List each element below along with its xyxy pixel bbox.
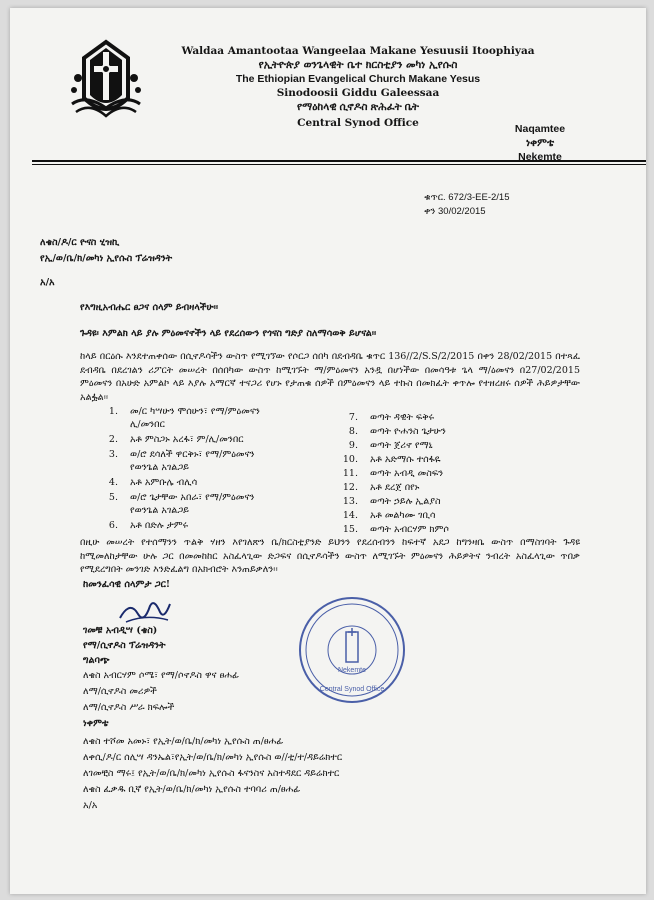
cc-item: ለቀሲ/ዶ/ር ሰሊሣ ዳንኤል፣የኢት/ወ/ቤ/ክ/መካነ ኢየሱስ ወ//ቲ/ተ/ዳይሬክተር [83,752,343,763]
signatory-name: ገመቹ አብዲሣ (ቄስ) [83,625,158,636]
cc-sub-label: ነቀምቴ [83,718,109,729]
list-item: ሊ/መንበር [130,419,165,430]
list-item: 15. ወጣት አብርሃም ክምሶ [342,524,449,535]
list-item: 6. አቶ በድሉ ታምሩ [108,520,189,531]
header-divider [32,160,646,162]
signature-icon [116,596,174,626]
body-paragraph-2: በዚሁ መሠረት የተሰማንን ጥልቅ ሃዘን እየገለጽን ቤ/ክርስቲያንድ ይህንን የደረሰብንን ከፍተኛ አደጋ ከግንዛቤ ውስጥ በማስገባት ጉዳዩ ከሚመለከታቸው ሁሉ ጋር በመመከከር አስፈላጊው ድጋፍና በሲኖዶሳችን ውስጥ ለሚገኙት ምዕመናን ሕይዎትና ንብረት አስፈላጊው ጥበቃ የሚደረግበት መንገድ እንድፈልግ በአክብሮት እንጠይቃለን፡፡ [80,537,580,575]
list-item: 8. ወጣት ዮሐንስ ጌታሁን [348,426,446,437]
greeting: የእግዚአብሔር ፀጋና ሰላም ይብዛላችሁ፡፡ [80,302,219,313]
org-name-amharic: የኢትዮጵያ ወንጌላዊት ቤተ ክርስቲያን መካነ ኢየሱስ [258,59,458,71]
ref-number: 672/3-EE-2/15 [448,192,510,203]
closing: ከመንፈሳዊ ሰላምታ ጋር! [83,579,171,590]
list-item: 4. አቶ አምቡሌ ብሊሳ [108,477,198,488]
city-oromo: Naqamtee [514,123,566,135]
list-item: 3. ወ/ሮ ደሳለች ዋርቅኑ፣ የማ/ምዕመናን [108,449,255,460]
list-item: 5. ወ/ሮ ጌታቸው አበራ፣ የማ/ምዕመናን [108,492,255,503]
synod-name-oromo: Sinodoosii Giddu Galeessaa [276,87,440,99]
letter-page [10,8,646,894]
city-amharic: ነቀምቴ [525,137,555,149]
signatory-title: የማ/ሲኖዶስ ፕሬዝዳንት [83,640,166,651]
date-value: 30/02/2015 [438,206,486,217]
header-divider-thin [32,164,646,165]
cc-label: ግልባጭ [83,655,110,666]
synod-name-english: Central Synod Office [297,117,419,129]
cc-item: ለማ/ሲኖዶስ መሪዎች [83,686,157,697]
addressee-title: የኢ/ወ/ቤ/ክ/መካነ ኢየሱስ ፕሬዝዳንት [40,253,173,264]
list-item: የወንጌል አገልጋይ [130,505,190,516]
church-logo-icon [64,38,148,124]
list-item: 2. አቶ ምስጋኑ አረፋ፣ ም/ሊ/መንበር [108,434,244,445]
cc-item: ለቄስ ፈቃዱ ቢኛ የኢት/ወ/ቤ/ክ/መካነ ኢየሱስ ተባባሪ ጠ/ፀሐፊ [83,784,301,795]
list-item: 9. ወጣት ጀሪኖ የማኒ [348,440,433,451]
cc-item: ለማ/ሲኖዶስ ሥራ ክፍሎች [83,702,175,713]
list-item: 10. አቶ አድማሱ ተሰፋዬ [342,454,441,465]
organization-header [178,44,538,130]
list-item: 13. ወጣት ኃይሉ ኢልያስ [342,496,441,507]
city-block [480,122,600,164]
addressee-name: ለቄስ/ዶ/ር ዮናስ ሂዝኪ [40,237,120,248]
stamp-center-text: Nekemte [337,667,367,674]
cc-item: ለቄስ አብርሃም ሶሜ፣ የማ/ሶኖዶስ ዋና ፀሐፊ [83,670,239,681]
official-stamp-icon [296,594,408,706]
body-paragraph-1: ከላይ በርዕሱ እንደተጠቀሰው በሲኖዶሳችን ውስጥ የሚገኘው የሶርጋ ሰበካ በደብዳቤ ቁጥር 136//2/S.S/2/2015 በቀን 28/02/2015 በተጻፈ ደብዳቤ በደረገልን ሪፖርት መሠረት በሰበካው ውስጥ ከሚገኙት ማ/ምዕመናን አንዷ በሆነችው በመሳዓቱ ጌላ ማ/ዕመናን በ27/02/2015 ምዕመናን በአሁድ አምልኮ ላይ እያሉ አማርኛ ተናጋሪ የሆኑ የታጠቁ ሰዎች በምዕመናን ላይ ተኩስ በመክፈት ቀጥሎ የተዘረዘሩ ሰዎች ሕይዎታቸው አልፏል፡፡ [80,351,580,403]
subject-line: ጉዳዩ፡ እምልክ ላይ ያሉ ምዕመናኖችን ላይ የደረሰውን የጎናስ ግድያ ስለማሳወቅ ይሆናል፡፡ [80,328,377,339]
ref-label: ቁጥር. [424,192,446,203]
stamp-bottom-text: Central Synod Office [319,686,385,693]
list-item: 7. ወጣት ዳዊት ፍቅሩ [348,412,434,423]
cc-item: ለቄስ ተሾመ አመኑ፣ የኢት/ወ/ቤ/ክ/መካነ ኢየሱስ ጠ/ፀሐፊ [83,736,284,747]
list-item: 12. አቶ ደረጀ በየኑ [342,482,420,493]
addressee-location: አ/አ [40,277,55,288]
cc-item: ለገመቺስ ማሩ፤ የኢት/ወ/ቤ/ክ/መካነ ኢየሱስ ፋናንስና አስተዳደር ዳይሬክተር [83,768,340,779]
synod-name-amharic: የማዕከላዊ ሲኖዶስ ጽሕፈት ቤት [297,101,419,113]
org-name-oromo: Waldaa Amantootaa Wangeelaa Makane Yesuusii Itoophiyaa [181,45,535,57]
city-english: Nekemte [518,151,562,163]
reference-block [424,191,510,219]
list-item: የወንጌል አገልጋይ [130,462,190,473]
list-item: 1. መ/ር ካሣሁን ሞሰሁን፣ የማ/ምዕመናን [108,406,260,417]
cc-item: አ/አ [83,800,98,811]
list-item: 14. አቶ መልካሙ ገቢሳ [342,510,436,521]
org-name-english: The Ethiopian Evangelical Church Makane Yesus [235,73,481,85]
list-item: 11. ወጣት አብዲ መስፍን [342,468,444,479]
date-label: ቀን [424,206,436,217]
